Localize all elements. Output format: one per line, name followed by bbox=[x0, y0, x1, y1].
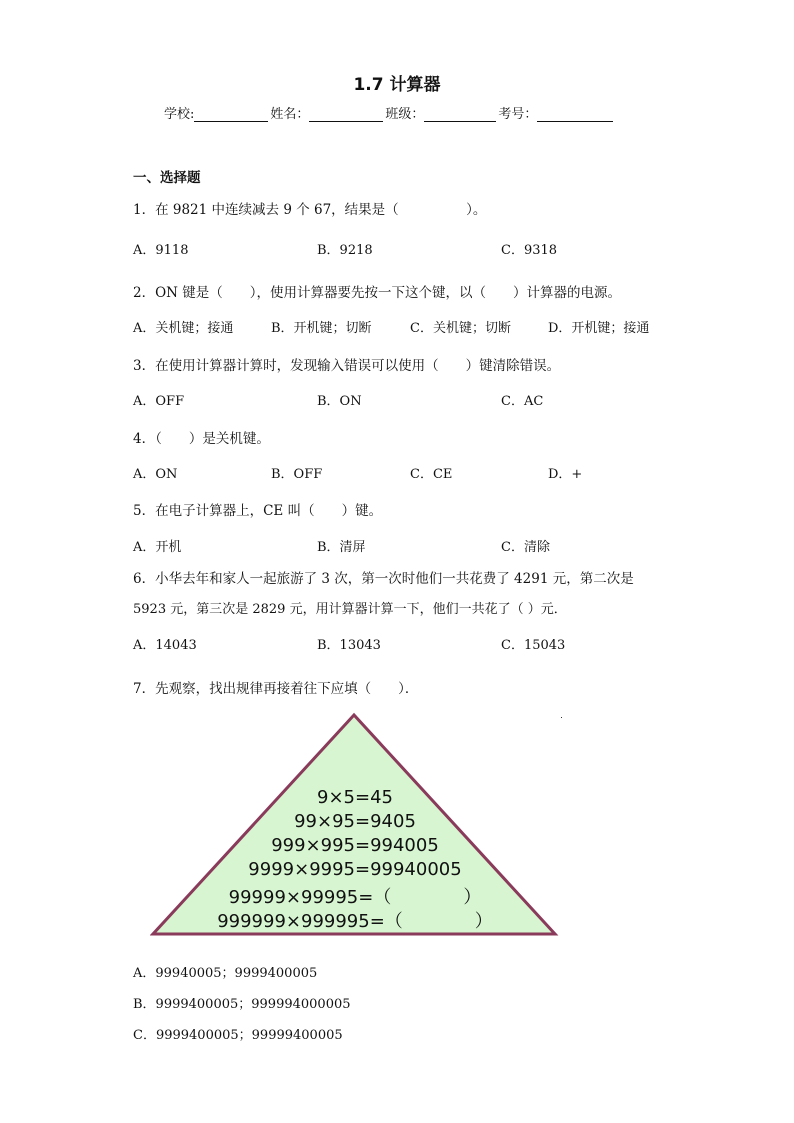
question-3-option-b[interactable]: B．ON bbox=[317, 394, 362, 409]
question-3-option-a[interactable]: A．OFF bbox=[133, 394, 185, 409]
question-2-option-c[interactable]: C．关机键；切断 bbox=[410, 321, 511, 336]
question-1-stem: 1．在 9821 中连续减去 9 个 67，结果是（ ）。 bbox=[133, 202, 487, 218]
question-6-option-c[interactable]: C．15043 bbox=[501, 638, 566, 653]
question-1-option-b[interactable]: B．9218 bbox=[317, 243, 373, 258]
equation-line-6: 999999×999995=（ ） bbox=[217, 911, 493, 932]
question-2-option-a[interactable]: A．关机键；接通 bbox=[133, 321, 234, 336]
school-label: 学校: bbox=[164, 107, 195, 122]
name-blank[interactable] bbox=[309, 107, 383, 122]
question-1-option-c[interactable]: C．9318 bbox=[501, 243, 558, 258]
question-7-option-b[interactable]: B．9999400005；999994000005 bbox=[133, 997, 351, 1012]
question-4-option-c[interactable]: C．CE bbox=[410, 467, 453, 482]
exam-number-blank[interactable] bbox=[537, 107, 613, 122]
question-1-option-a[interactable]: A．9118 bbox=[133, 243, 189, 258]
question-6-stem-line-1: 6．小华去年和家人一起旅游了 3 次，第一次时他们一共花费了 4291 元，第二次是 bbox=[133, 571, 634, 587]
question-5-option-a[interactable]: A．开机 bbox=[133, 540, 182, 555]
student-info-line bbox=[164, 103, 615, 122]
equation-line-2: 99×95=9405 bbox=[294, 811, 416, 832]
page-title: 1.7 计算器 bbox=[353, 75, 441, 95]
question-2-stem: 2．ON 键是（ ），使用计算器要先按一下这个键，以（ ）计算器的电源。 bbox=[133, 285, 622, 301]
section-heading: 一、选择题 bbox=[133, 170, 201, 186]
question-5-stem: 5．在电子计算器上，CE 叫（ ）键。 bbox=[133, 503, 383, 519]
question-7-option-a[interactable]: A．99940005；9999400005 bbox=[133, 966, 318, 981]
question-6-option-a[interactable]: A．14043 bbox=[133, 638, 197, 653]
question-5-option-c[interactable]: C．清除 bbox=[501, 540, 550, 555]
question-3-option-c[interactable]: C．AC bbox=[501, 394, 544, 409]
school-blank[interactable] bbox=[194, 107, 268, 122]
stray-dot bbox=[561, 717, 562, 718]
equation-line-3: 999×995=994005 bbox=[271, 835, 439, 856]
question-2-option-b[interactable]: B．开机键；切断 bbox=[271, 321, 372, 336]
question-4-option-d[interactable]: D．+ bbox=[548, 467, 583, 482]
equation-line-4: 9999×9995=99940005 bbox=[248, 859, 462, 880]
question-2-option-d[interactable]: D．开机键；接通 bbox=[548, 321, 650, 336]
equation-line-5: 99999×99995=（ ） bbox=[228, 887, 482, 908]
question-6-stem-line-2: 5923 元，第三次是 2829 元，用计算器计算一下，他们一共花了（ ）元． bbox=[133, 602, 567, 617]
class-blank[interactable] bbox=[424, 107, 496, 122]
question-6-option-b[interactable]: B．13043 bbox=[317, 638, 381, 653]
question-4-option-a[interactable]: A．ON bbox=[133, 467, 178, 482]
class-label: 班级： bbox=[385, 107, 425, 122]
question-4-option-b[interactable]: B．OFF bbox=[271, 467, 323, 482]
question-7-stem: 7．先观察，找出规律再接着往下应填（ ）． bbox=[133, 681, 419, 697]
exam-number-label: 考号： bbox=[498, 107, 538, 122]
question-7-option-c[interactable]: C．9999400005；99999400005 bbox=[133, 1028, 343, 1043]
name-label: 姓名： bbox=[270, 107, 310, 122]
question-3-stem: 3．在使用计算器计算时，发现输入错误可以使用（ ）键清除错误。 bbox=[133, 358, 561, 374]
pattern-triangle-figure bbox=[150, 712, 560, 938]
question-5-option-b[interactable]: B．清屏 bbox=[317, 540, 366, 555]
question-4-stem: 4．（ ）是关机键。 bbox=[133, 431, 270, 447]
equation-line-1: 9×5=45 bbox=[317, 787, 393, 808]
